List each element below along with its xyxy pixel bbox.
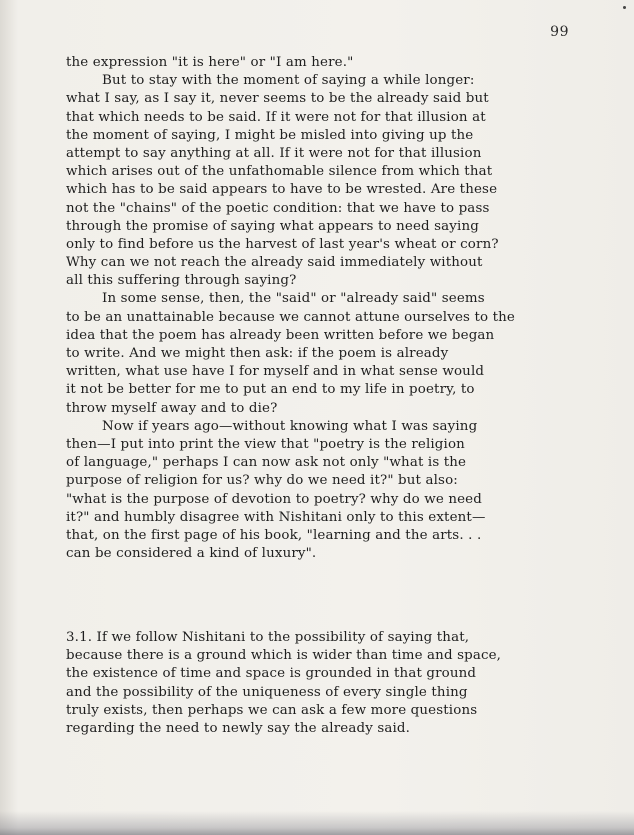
text-line: all this suffering through saying? (66, 273, 297, 289)
section-3-1 (66, 629, 596, 738)
text-line: In some sense, then, the "said" or "already said" seems (102, 291, 485, 307)
main-text (66, 54, 596, 563)
text-line: 3.1. If we follow Nishitani to the possibility of saying that, (66, 630, 470, 645)
text-line: what I say, as I say it, never seems to be the already said but (66, 91, 489, 107)
text-line: can be considered a kind of luxury". (66, 546, 317, 562)
text-line: the expression "it is here" or "I am here." (66, 55, 354, 70)
text-line: "what is the purpose of devotion to poetry? why do we need (66, 491, 482, 507)
text-line: to be an unattainable because we cannot attune ourselves to the (66, 309, 515, 325)
text-line: that, on the first page of his book, "learning and the arts. . . (66, 527, 482, 543)
text-line: which arises out of the unfathomable silence from which that (66, 164, 493, 180)
text-line: purpose of religion for us? why do we need it?" but also: (66, 473, 458, 489)
text-line: of language," perhaps I can now ask not only "what is the (66, 455, 467, 471)
text-line: Why can we not reach the already said immediately without (66, 255, 483, 271)
text-line: because there is a ground which is wider than time and space, (66, 648, 502, 664)
text-line: to write. And we might then ask: if the poem is already (66, 346, 449, 361)
text-line: attempt to say anything at all. If it were not for that illusion (66, 145, 482, 161)
text-line: that which needs to be said. If it were not for that illusion at (66, 109, 486, 125)
text-line: not the "chains" of the poetic condition: that we have to pass (66, 200, 490, 216)
text-line: then—I put into print the view that "poetry is the religion (66, 436, 465, 452)
text-line: and the possibility of the uniqueness of every single thing (66, 684, 468, 700)
text-line: which has to be said appears to have to be wrested. Are these (66, 182, 498, 198)
text-line: Now if years ago—without knowing what I was saying (102, 418, 478, 434)
text-line: only to find before us the harvest of last year's wheat or corn? (66, 236, 499, 252)
page-number: 99 (550, 24, 569, 40)
text-line: truly exists, then perhaps we can ask a few more questions (66, 702, 478, 718)
text-line: it not be better for me to put an end to my life in poetry, to (66, 382, 475, 398)
text-line: idea that the poem has already been written before we began (66, 327, 495, 343)
text-line: the moment of saying, I might be misled into giving up the (66, 127, 474, 143)
text-line: throw myself away and to die? (66, 400, 278, 416)
text-line: But to stay with the moment of saying a while longer: (102, 73, 475, 89)
text-line: the existence of time and space is grounded in that ground (66, 666, 477, 682)
text-line: regarding the need to newly say the already said. (66, 720, 411, 736)
text-line: written, what use have I for myself and in what sense would (66, 364, 485, 380)
page-bottom-shadow (0, 811, 634, 835)
text-line: it?" and humbly disagree with Nishitani only to this extent— (66, 509, 486, 525)
speck-mark (623, 6, 626, 9)
text-line: through the promise of saying what appears to need saying (66, 218, 479, 234)
